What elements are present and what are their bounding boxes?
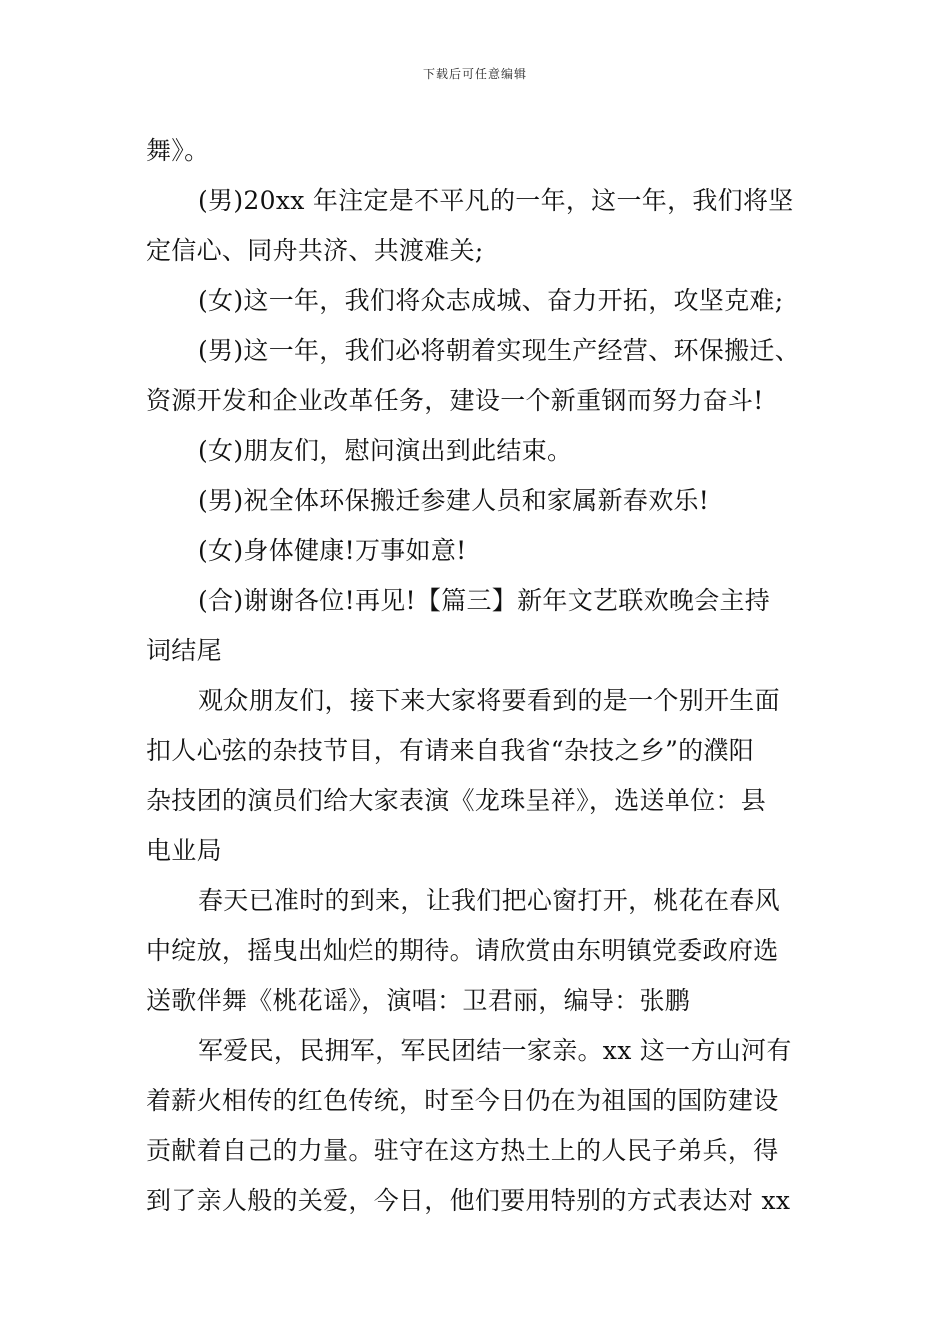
- text-line: 春天已准时的到来，让我们把心窗打开，桃花在春风: [198, 886, 780, 915]
- text-line: (男)这一年，我们必将朝着实现生产经营、环保搬迁、: [198, 336, 801, 365]
- text-line: (女)朋友们，慰问演出到此结束。: [198, 436, 573, 465]
- text-line: (合)谢谢各位!再见!【篇三】新年文艺联欢晚会主持: [198, 586, 771, 615]
- text-line: (男)祝全体环保搬迁参建人员和家属新春欢乐!: [198, 486, 710, 515]
- text-line: (男)20xx 年注定是不平凡的一年，这一年，我们将坚: [198, 186, 794, 215]
- text-line: 到了亲人般的关爱，今日，他们要用特别的方式表达对 xx: [146, 1186, 791, 1215]
- text-line: 定信心、同舟共济、共渡难关;: [146, 236, 484, 265]
- text-line: 观众朋友们，接下来大家将要看到的是一个别开生面: [198, 686, 780, 715]
- text-line: 电业局: [146, 836, 222, 865]
- text-line: 送歌伴舞《桃花谣》，演唱：卫君丽，编导：张鹏: [146, 986, 691, 1015]
- text-line: 着薪火相传的红色传统，时至今日仍在为祖国的国防建设: [146, 1086, 779, 1115]
- text-line: 词结尾: [146, 636, 222, 665]
- text-line: 杂技团的演员们给大家表演《龙珠呈祥》，选送单位：县: [146, 786, 767, 815]
- text-line: 舞》。: [146, 136, 210, 165]
- text-line: 资源开发和企业改革任务，建设一个新重钢而努力奋斗!: [146, 386, 764, 415]
- text-line: 贡献着自己的力量。驻守在这方热土上的人民子弟兵，得: [146, 1136, 779, 1165]
- text-line: 军爱民，民拥军，军民团结一家亲。xx 这一方山河有: [198, 1036, 792, 1065]
- page-header: 下载后可任意编辑: [422, 67, 527, 81]
- document-body: [146, 126, 816, 1226]
- text-line: 中绽放，摇曳出灿烂的期待。请欣赏由东明镇党委政府选: [146, 936, 779, 965]
- text-line: (女)身体健康!万事如意!: [198, 536, 467, 565]
- text-line: (女)这一年，我们将众志成城、奋力开拓，攻坚克难;: [198, 286, 784, 315]
- text-line: 扣人心弦的杂技节目，有请来自我省“杂技之乡”的濮阳: [146, 736, 755, 765]
